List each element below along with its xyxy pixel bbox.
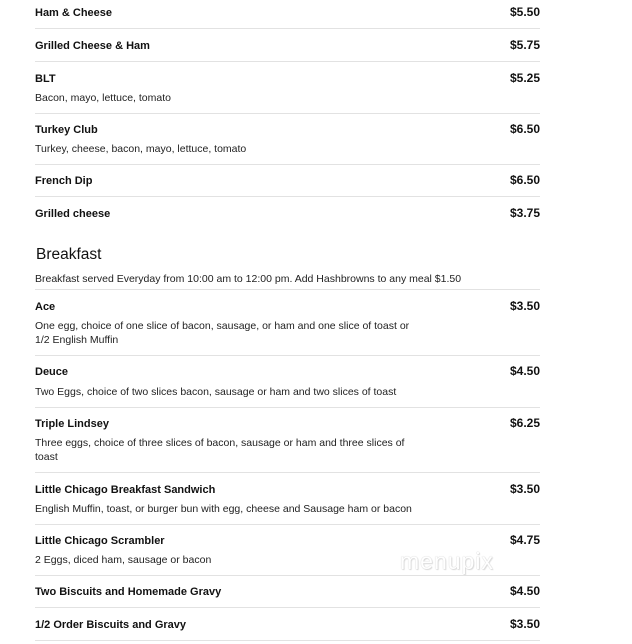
item-description: Three eggs, choice of three slices of bacon, sausage or ham and three slices of: [35, 437, 405, 449]
item-price: $6.25: [509, 416, 540, 430]
item-name: Triple Lindsey: [35, 418, 109, 430]
divider: [35, 289, 540, 290]
divider: [35, 113, 540, 114]
divider: [35, 61, 540, 62]
item-price: $4.75: [509, 533, 540, 547]
item-description: English Muffin, toast, or burger bun with egg, cheese and Sausage ham or bacon: [35, 503, 412, 515]
section-title: Breakfast: [36, 246, 102, 263]
watermark-logo: menupix: [400, 548, 494, 574]
divider: [35, 472, 540, 473]
item-price: $6.50: [509, 173, 540, 187]
item-name: 1/2 Order Biscuits and Gravy: [35, 619, 187, 631]
divider: [35, 355, 540, 356]
item-name: Little Chicago Breakfast Sandwich: [35, 484, 216, 496]
item-price: $3.50: [509, 482, 540, 496]
item-name: Two Biscuits and Homemade Gravy: [35, 586, 222, 598]
divider: [35, 640, 540, 641]
item-description: Turkey, cheese, bacon, mayo, lettuce, tomato: [35, 143, 247, 155]
divider: [35, 407, 540, 408]
item-price: $5.75: [509, 38, 540, 52]
divider: [35, 607, 540, 608]
divider: [35, 28, 540, 29]
item-name: Ham & Cheese: [35, 7, 113, 19]
item-price: $6.50: [509, 122, 540, 136]
item-description: 1/2 English Muffin: [35, 334, 119, 346]
item-price: $3.50: [509, 617, 540, 631]
item-price: $3.50: [509, 299, 540, 313]
item-description: One egg, choice of one slice of bacon, sausage, or ham and one slice of toast or: [35, 320, 410, 332]
item-price: $5.50: [509, 5, 540, 19]
item-name: Ace: [35, 301, 56, 313]
item-name: Grilled Cheese & Ham: [35, 40, 150, 52]
divider: [35, 164, 540, 165]
item-name: Turkey Club: [35, 124, 98, 136]
item-description: Two Eggs, choice of two slices bacon, sausage or ham and two slices of toast: [35, 386, 397, 398]
item-name: Grilled cheese: [35, 208, 111, 220]
item-price: $4.50: [509, 584, 540, 598]
item-price: $4.50: [509, 364, 540, 378]
section-note: Breakfast served Everyday from 10:00 am to 12:00 pm. Add Hashbrowns to any meal $1.50: [35, 273, 462, 285]
item-description: toast: [35, 451, 58, 463]
item-price: $3.75: [509, 206, 540, 220]
item-name: BLT: [35, 73, 56, 85]
divider: [35, 524, 540, 525]
divider: [35, 196, 540, 197]
item-price: $5.25: [509, 71, 540, 85]
item-description: Bacon, mayo, lettuce, tomato: [35, 92, 171, 104]
item-name: French Dip: [35, 175, 93, 187]
item-description: 2 Eggs, diced ham, sausage or bacon: [35, 554, 212, 566]
item-name: Little Chicago Scrambler: [35, 535, 165, 547]
divider: [35, 575, 540, 576]
item-name: Deuce: [35, 366, 69, 378]
